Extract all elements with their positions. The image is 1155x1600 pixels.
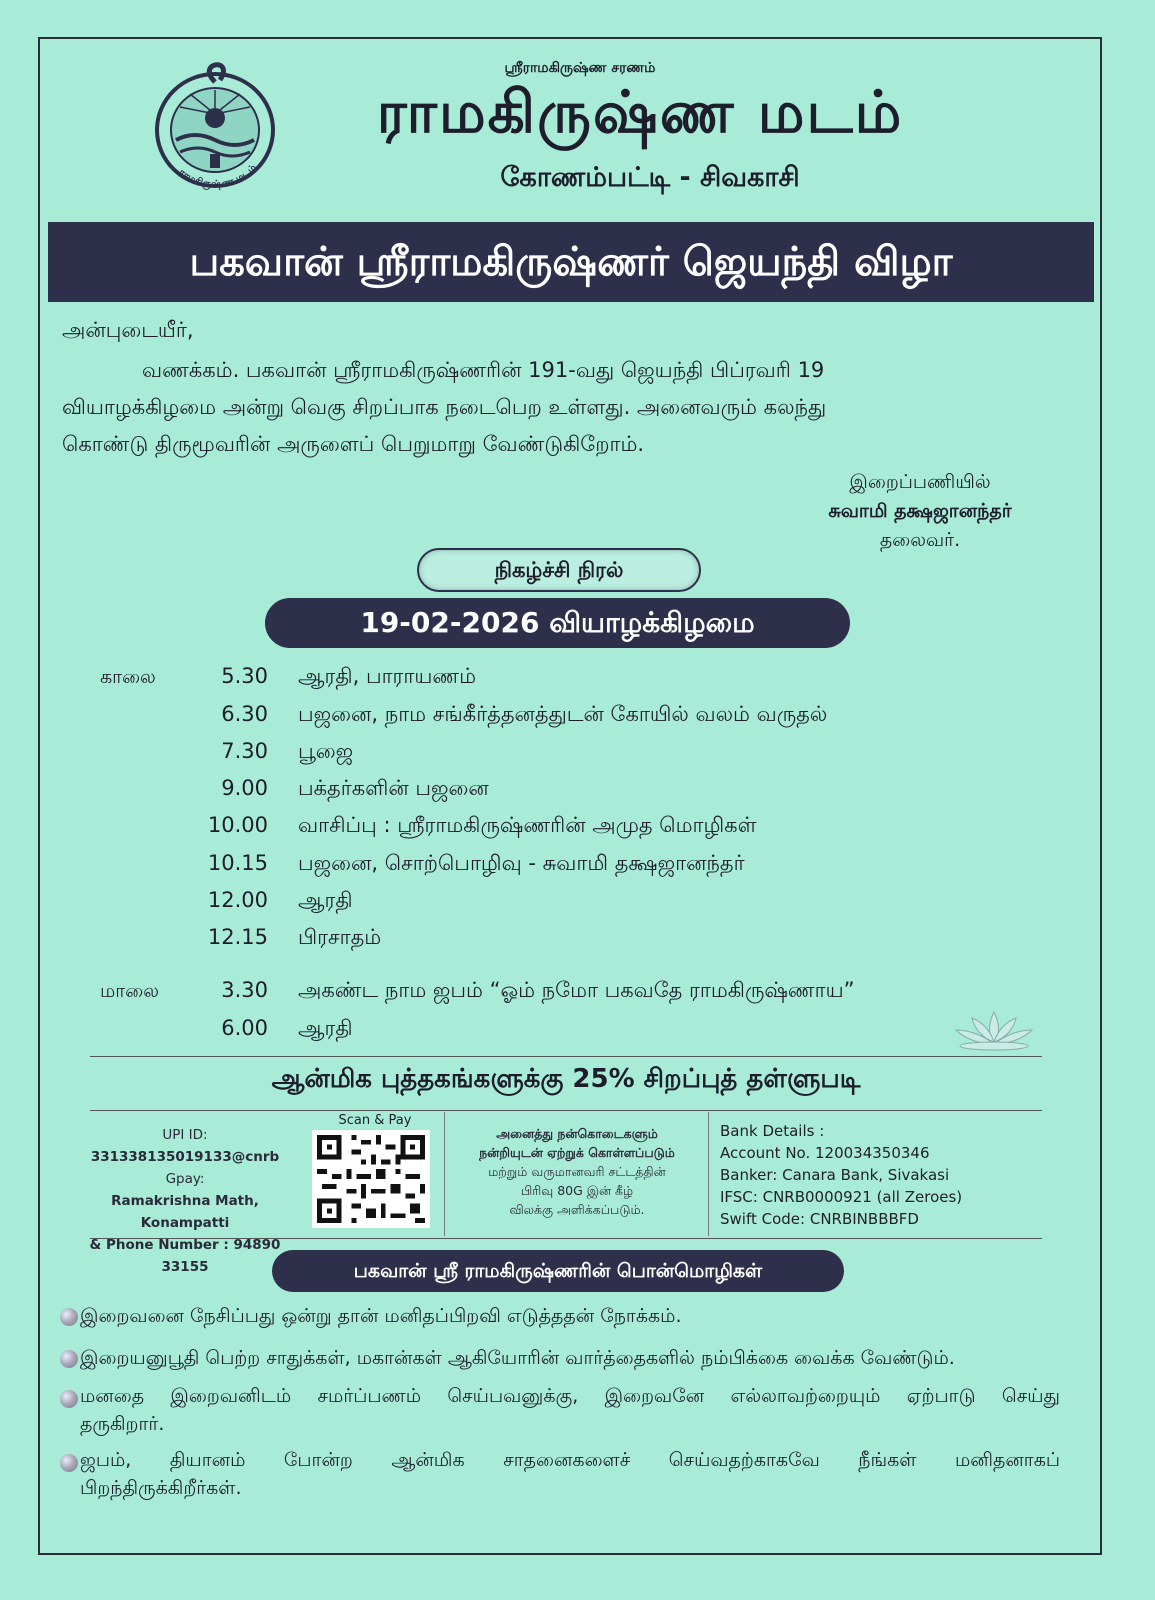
para-line-2: வியாழக்கிழமை அன்று வெகு சிறப்பாக நடைபெற உள்ளது. அனைவரும் கலந்து [62, 395, 827, 419]
bank-details [720, 1120, 962, 1230]
schedule-activity: பஜனை, நாம சங்கீர்த்தனத்துடன் கோயில் வலம் வருதல் [298, 702, 828, 726]
program-date: 19-02-2026 வியாழக்கிழமை [265, 598, 850, 648]
schedule-activity: வாசிப்பு : ஸ்ரீராமகிருஷ்ணரின் அமுத மொழிகள் [298, 813, 757, 837]
schedule-time: 6.00 [221, 1016, 268, 1040]
schedule-activity: ஆரதி [298, 888, 353, 912]
invocation: ஸ்ரீராமகிருஷ்ண சரணம் [504, 60, 656, 76]
para-line-1: வணக்கம். பகவான் ஸ்ரீராமகிருஷ்ணரின் 191-வது ஜெயந்தி பிப்ரவரி 19 [142, 358, 825, 382]
divider [90, 1238, 1042, 1239]
phone-number: & Phone Number : 94890 33155 [89, 1237, 281, 1275]
donation-line-1: அனைத்து நன்கொடைகளும் [496, 1126, 658, 1141]
schedule-time: 7.30 [221, 739, 268, 763]
saying-4-line-2: பிறந்திருக்கிறீர்கள். [80, 1477, 242, 1499]
logo-text: ராமகிருஷ்ண மடம் [176, 162, 260, 191]
schedule-activity: அகண்ட நாம ஜபம் “ஓம் நமோ பகவதே ராமகிருஷ்ணாய” [298, 978, 855, 1002]
signature-line-1: இறைப்பணியில் [849, 471, 991, 493]
schedule-activity: ஆரதி, பாராயணம் [298, 664, 477, 688]
saying-2: இறையனுபூதி பெற்ற சாதுக்கள், மகான்கள் ஆகியோரின் வார்த்தைகளில் நம்பிக்கை வைக்க வேண்டும். [80, 1347, 955, 1369]
schedule-activity: பஜனை, சொற்பொழிவு - சுவாமி தக்ஷஜானந்தர் [298, 851, 745, 875]
saying-1: இறைவனை நேசிப்பது ஒன்று தான் மனிதப்பிறவி எடுத்ததன் நோக்கம். [80, 1305, 682, 1327]
schedule-time: 12.15 [207, 925, 268, 949]
session-morning: காலை [100, 666, 156, 688]
info-divider [708, 1112, 709, 1236]
gpay-name: Ramakrishna Math, Konampatti [111, 1193, 259, 1231]
bullet-icon [60, 1350, 78, 1368]
para-line-3: கொண்டு திருமூவரின் அருளைப் பெறுமாறு வேண்டுகிறோம். [62, 432, 645, 456]
invitation-paragraph [62, 352, 1062, 463]
upi-id: 331338135019133@cnrb [90, 1149, 280, 1165]
lotus-icon [948, 1004, 1040, 1052]
bullet-icon [60, 1308, 78, 1326]
saying-3-line-2: தருகிறார். [80, 1413, 165, 1435]
divider [90, 1110, 1042, 1111]
program-heading: நிகழ்ச்சி நிரல் [417, 548, 701, 592]
schedule-time: 10.15 [207, 851, 268, 875]
location: கோணம்பட்டி - சிவகாசி [500, 162, 800, 193]
org-title: ராமகிருஷ்ண மடம் [376, 78, 904, 146]
schedule-activity: பிரசாதம் [298, 925, 382, 949]
salutation: அன்புடையீர், [62, 318, 194, 342]
upi-details [70, 1124, 300, 1278]
donation-line-2: நன்றியுடன் ஏற்றுக் கொள்ளப்படும் [479, 1145, 675, 1160]
signature-name: சுவாமி தக்ஷஜானந்தர் [828, 500, 1012, 522]
session-evening: மாலை [100, 980, 159, 1002]
account-number: Account No. 120034350346 [720, 1144, 930, 1162]
schedule-time: 6.30 [221, 702, 268, 726]
schedule-activity: பக்தர்களின் பஜனை [298, 776, 489, 800]
qr-code-icon[interactable] [312, 1130, 430, 1228]
info-divider [444, 1112, 445, 1236]
scan-pay-label: Scan & Pay [338, 1113, 412, 1128]
sayings-heading: பகவான் ஸ்ரீ ராமகிருஷ்ணரின் பொன்மொழிகள் [272, 1250, 844, 1292]
bullet-icon [60, 1390, 78, 1408]
saying-4-line-1: ஜபம், தியானம் போன்ற ஆன்மிக சாதனைகளைச் செய்வதற்காகவே நீங்கள் மனிதனாகப் [80, 1449, 1060, 1471]
divider [90, 1056, 1042, 1057]
event-banner: பகவான் ஸ்ரீராமகிருஷ்ணர் ஜெயந்தி விழா [48, 222, 1094, 302]
banker: Banker: Canara Bank, Sivakasi [720, 1166, 950, 1184]
schedule-activity: ஆரதி [298, 1016, 353, 1040]
donation-note [452, 1124, 702, 1219]
upi-label: UPI ID: [162, 1127, 208, 1143]
ifsc-code: IFSC: CNRB0000921 (all Zeroes) [720, 1188, 963, 1206]
donation-line-4: பிரிவு 80G இன் கீழ் [520, 1183, 634, 1198]
schedule-time: 9.00 [221, 776, 268, 800]
signature [770, 468, 1070, 555]
schedule-time: 5.30 [221, 664, 268, 688]
gpay-label: Gpay: [165, 1171, 205, 1187]
signature-title: தலைவர். [879, 529, 961, 551]
saying-4 [80, 1446, 1060, 1502]
book-discount: ஆன்மிக புத்தகங்களுக்கு 25% சிறப்புத் தள்ளுபடி [271, 1064, 861, 1094]
schedule-time: 3.30 [221, 978, 268, 1002]
donation-line-5: விலக்கு அளிக்கப்படும். [509, 1202, 645, 1217]
donation-line-3: மற்றும் வருமானவரி சட்டத்தின் [488, 1164, 666, 1179]
schedule-time: 10.00 [207, 813, 268, 837]
schedule-activity: பூஜை [298, 739, 354, 763]
saying-3 [80, 1382, 1060, 1438]
schedule-time: 12.00 [207, 888, 268, 912]
swift-code: Swift Code: CNRBINBBBFD [720, 1210, 919, 1228]
bank-title: Bank Details : [720, 1122, 825, 1140]
bullet-icon [60, 1454, 78, 1472]
saying-3-line-1: மனதை இறைவனிடம் சமர்ப்பணம் செய்பவனுக்கு, இறைவனே எல்லாவற்றையும் ஏற்பாடு செய்து [80, 1385, 1060, 1407]
